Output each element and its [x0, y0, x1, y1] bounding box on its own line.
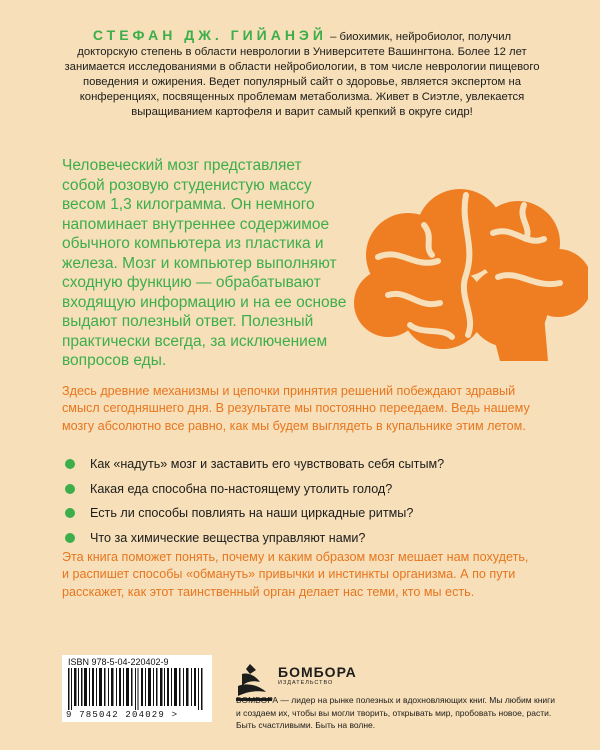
barcode — [62, 655, 212, 722]
closing-paragraph: Эта книга поможет понять, почему и каким образом мозг мешает нам похудеть, и распишет способы «обмануть» привычки и инстинкты организма. А по пути расскажет, как этот таинственный орган делает нас теми, кто мы есть. — [62, 550, 529, 599]
intro-paragraph: Здесь древние механизмы и цепочки принятия решений побеждают здравый смысл сегодняшнего дня. В результате мы постоянно переедаем. Ведь нашему мозгу абсолютно все равно, как мы будем выглядеть в купальнике этим летом. — [62, 384, 530, 433]
barcode-bars-icon — [68, 668, 206, 710]
publisher-brand-sub: ИЗДАТЕЛЬСТВО — [278, 680, 334, 686]
publisher-brand: БОМБОРА — [278, 664, 357, 680]
bullet-dot-icon — [65, 533, 75, 543]
question-list — [62, 456, 532, 554]
list-item-text: Есть ли способы повлиять на наши циркадные ритмы? — [90, 506, 414, 520]
author-bio-text: – биохимик, нейробиолог, получил докторскую степень в области неврологии в Университете Вашингтона. Более 12 лет занимается исследованиями в области нейробиологии, в том числе неврологии пищевого поведения и ожирения. Ведет популярный сайт о здоровье, является экспертом на конференциях, посвященных проблемам метаболизма. Живет в Сиэтле, увлекается выращиванием картофеля и варит самый крепкий в округе сидр! — [64, 31, 540, 118]
author-name: СТЕФАН ДЖ. ГИЙАНЭЙ — [92, 27, 327, 43]
lead-paragraph: Человеческий мозг представляет собой розовую студенистую массу весом 1,3 килограмма. Он немного напоминает внутреннее содержимое обычного компьютера из пластика и железа. Мозг и компьютер выполняют сходную функцию — обрабатывают входящую информацию и на ее основе выдают полезный ответ. Полезный практически всегда, за исключением вопросов еды. — [62, 157, 347, 369]
list-item-text: Какая еда способна по-настоящему утолить голод? — [90, 481, 393, 496]
list-item-text: Что за химические вещества управляют нами? — [90, 530, 366, 545]
bullet-dot-icon — [65, 459, 75, 469]
list-item — [62, 505, 532, 530]
brain-icon — [348, 185, 588, 365]
barcode-digits: 9 785042 204029 > — [66, 710, 179, 720]
list-item-text: Как «надуть» мозг и заставить его чувствовать себя сытым? — [90, 457, 445, 471]
author-bio — [62, 28, 542, 120]
publisher-text: БОМБОРА — лидер на рынке полезных и вдохновляющих книг. Мы любим книги и создаем их, чтобы вы могли творить, открывать мир, пробовать новое, расти. Быть счастливыми. Быть на волне. — [236, 695, 555, 730]
bullet-dot-icon — [65, 484, 75, 494]
isbn-label: ISBN 978-5-04-220402-9 — [68, 657, 169, 667]
list-item — [62, 481, 532, 506]
list-item — [62, 456, 532, 481]
bullet-dot-icon — [65, 508, 75, 518]
